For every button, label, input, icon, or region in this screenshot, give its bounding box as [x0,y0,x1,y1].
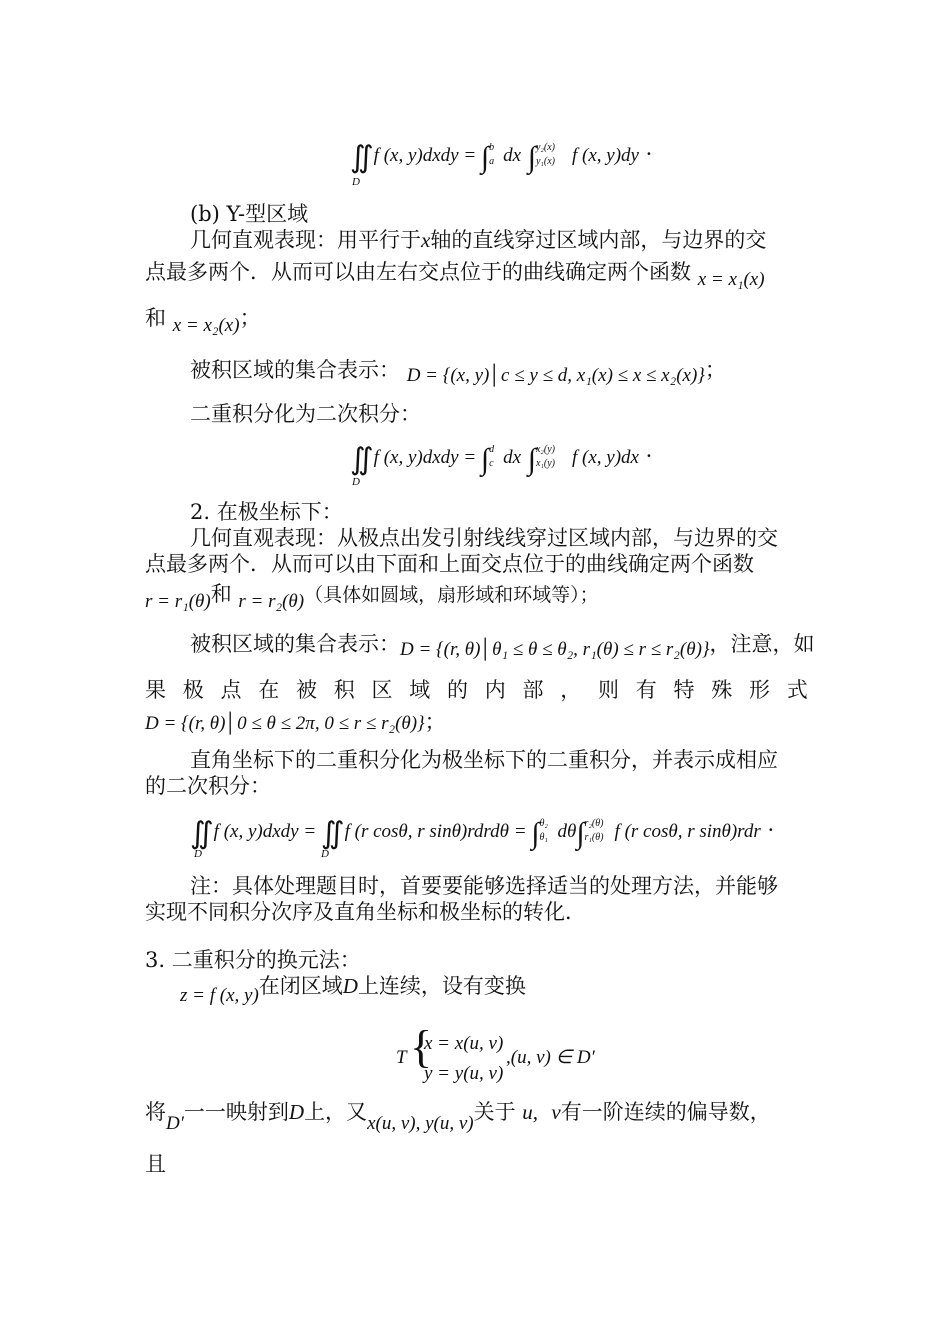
transform-domain: ,(u, v) ∈ D′ [506,1047,595,1068]
paragraph-4-line-2: 点最多两个．从而可以由下面和上面交点位于的曲线确定两个函数 [145,552,754,576]
function-x1: x = x₁(x) [697,269,765,290]
special-form-set: D = {(r, θ)│0 ≤ θ ≤ 2π, 0 ≤ r ≤ r₂(θ)} [145,713,425,734]
eq3-region-2: D [321,848,329,860]
eq3-region-1: D [194,848,202,860]
paragraph-2: 被积区域的集合表示： D = {(x, y)│c ≤ y ≤ d, x₁(x) ≤ x ≤ x₂(x)}； [190,358,726,386]
equation-2 [350,442,652,474]
paragraph-8-line-1: 将D′一一映射到D上，又x(u, v), y(u, v)关于 u, v有一阶连续的偏导数， [145,1100,771,1134]
eq2-lower-limit-1: c [489,457,494,469]
paragraph-1-line-2: 点最多两个．从而可以由左右交点位于的曲线确定两个函数 x = x₁(x) [145,260,765,290]
eq2-dot: · [645,444,653,468]
eq2-upper-limit-1: d [489,443,495,455]
function-r1: r = r₁(θ) [145,591,211,612]
equation-3 [190,816,774,848]
paragraph-4-line-1: 几何直观表现：从极点出发引射线线穿过区域内部，与边界的交 [190,526,778,550]
paragraph-5-line-1: 被积区域的集合表示：D = {(r, θ)│θ₁ ≤ θ ≤ θ₂, r₁(θ) ≤ r ≤ r₂(θ)}，注意，如 [190,632,815,660]
paragraph-5-line-2: 果 极 点 在 被 积 区 域 的 内 部 ， 则 有 特 殊 形 式 [145,678,808,702]
eq3-lower-limit-2: r₁(θ) [584,831,604,843]
eq3-dtheta: dθ [557,821,577,842]
eq1-lhs: f (x, y)dxdy = [373,145,481,166]
note-line-1: 注：具体处理题目时，首要要能够选择适当的处理方法，并能够 [190,874,778,898]
transform-functions: x(u, v), y(u, v) [367,1113,474,1134]
paragraph-6-line-2: 的二次积分： [145,774,271,798]
paragraph-8-line-2: 且 [145,1152,166,1176]
eq1-lower-limit-2: y₁(x) [535,155,555,167]
set-representation-polar: D = {(r, θ)│θ₁ ≤ θ ≤ θ₂, r₁(θ) ≤ r ≤ r₂(θ)} [400,639,710,660]
paragraph-3: 二重积分化为二次积分： [190,402,421,426]
eq2-dx: dx [503,447,522,468]
section-b-heading: (b) Y-型区域 [190,202,309,226]
left-brace: { [410,1021,433,1072]
eq1-dot: · [645,142,653,166]
eq1-rhs: f (x, y)dy [571,145,639,166]
set-representation-y-type: D = {(x, y)│c ≤ y ≤ d, x₁(x) ≤ x ≤ x₂(x)} [406,365,705,386]
eq3-part-c: f (r cosθ, r sinθ)rdr [614,821,761,842]
eq1-upper-limit-2: y₂(x) [535,141,555,153]
note-line-2: 实现不同积分次序及直角坐标和极坐标的转化． [145,900,586,924]
eq1-region: D [352,176,360,188]
paragraph-7: z = f (x, y)在闭区域D上连续，设有变换 [180,974,526,1006]
eq2-lhs: f (x, y)dxdy = [373,447,481,468]
paragraph-1-line-1: 几何直观表现：用平行于x轴的直线穿过区域内部，与边界的交 [190,228,767,252]
integral-symbol: ∫ [527,141,536,174]
transform-row-1: x = x(u, v) [424,1033,504,1054]
section-2-heading: 2. 在极坐标下： [190,500,343,524]
eq3-upper-limit-2: r₂(θ) [584,817,604,829]
eq2-upper-limit-2: x₂(y) [535,443,555,455]
eq3-upper-limit-1: θ₂ [539,817,548,829]
var-x: x [421,228,431,252]
eq3-part-a: f (x, y)dxdy = [213,821,321,842]
double-integral-symbol: ∬ [350,443,374,476]
eq2-region: D [352,476,360,488]
eq2-lower-limit-2: x₁(y) [535,457,555,469]
transform-row-2: y = y(u, v) [424,1063,504,1084]
integral-symbol: ∫ [480,141,490,174]
function-z: z = f (x, y) [180,985,259,1006]
paragraph-4-line-3: r = r₁(θ)和 r = r₂(θ)（具体如圆域，扇形域和环域等）； [145,582,599,612]
equation-1 [350,140,652,172]
domain-D-prime: D′ [166,1113,184,1134]
eq1-dx: dx [503,145,522,166]
eq1-lower-limit-1: a [489,155,495,167]
transform-T: T [396,1047,407,1068]
eq2-rhs: f (x, y)dx [571,447,639,468]
eq3-part-b: f (r cosθ, r sinθ)rdrdθ = [344,821,532,842]
double-integral-symbol: ∬ [350,141,374,174]
eq1-upper-limit-1: b [489,141,495,153]
eq3-lower-limit-1: θ₁ [539,831,548,843]
eq3-dot: · [767,818,775,842]
function-x2: x = x₂(x) [172,315,240,336]
integral-symbol: ∫ [527,443,536,476]
integral-symbol: ∫ [531,817,540,850]
paragraph-5-line-3: D = {(r, θ)│0 ≤ θ ≤ 2π, 0 ≤ r ≤ r₂(θ)}； [145,710,446,734]
double-integral-symbol: ∬ [190,817,214,850]
integral-symbol: ∫ [576,817,585,850]
double-integral-symbol: ∬ [320,817,345,850]
paragraph-6-line-1: 直角坐标下的二重积分化为极坐标下的二重积分，并表示成相应 [190,748,778,772]
function-r2: r = r₂(θ) [238,591,305,612]
integral-symbol: ∫ [480,443,490,476]
section-3-heading: 3. 二重积分的换元法： [145,948,361,972]
paragraph-1-line-3: 和 x = x₂(x)； [145,306,261,336]
